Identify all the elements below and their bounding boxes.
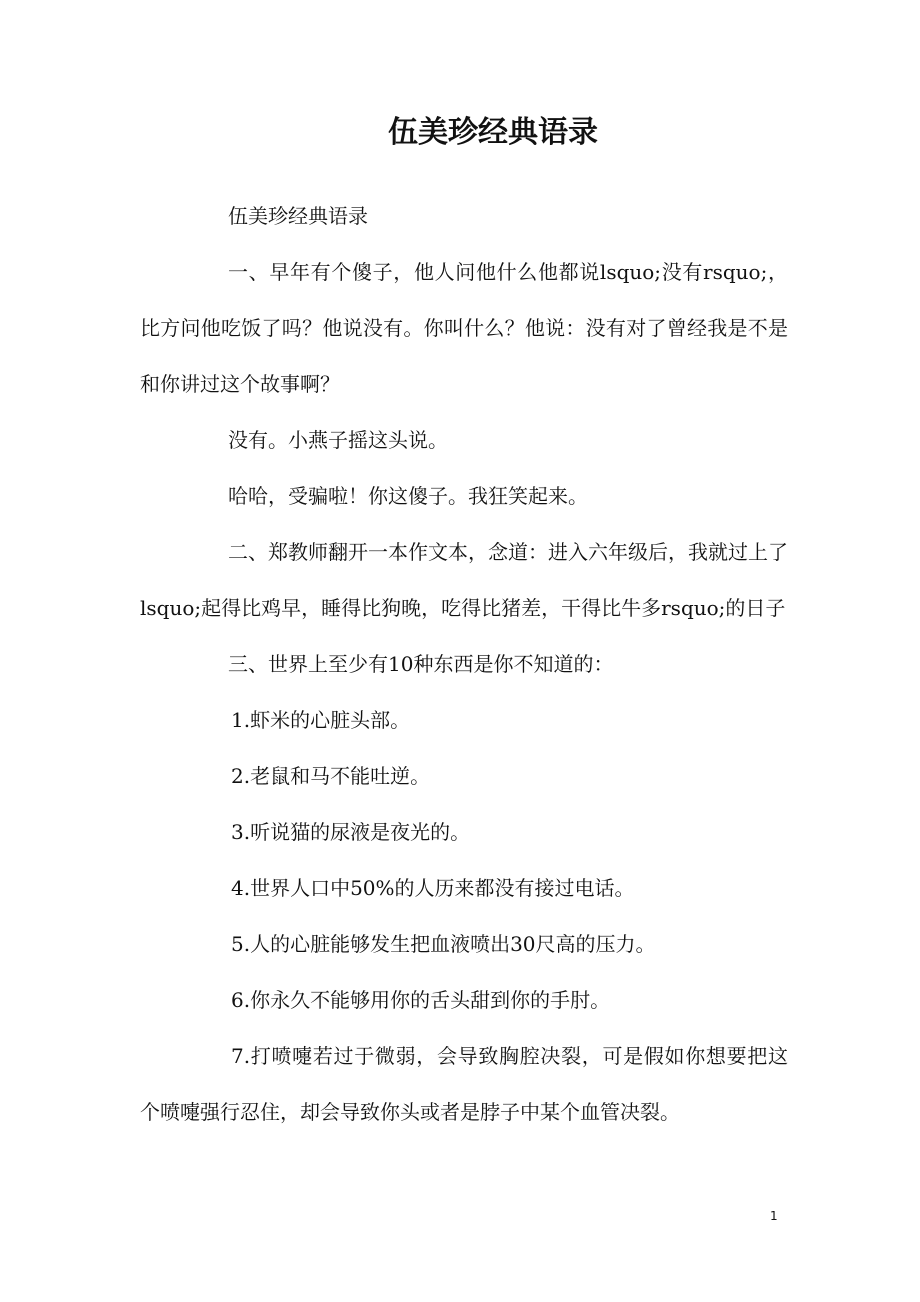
paragraph-heading: 伍美珍经典语录	[228, 204, 368, 228]
paragraph-quote-3: 三、世界上至少有10种东西是你不知道的：	[228, 652, 614, 676]
list-item: 6.你永久不能够用你的舌头甜到你的手肘。	[231, 988, 611, 1012]
document-body	[140, 188, 788, 1140]
list-item: 2.老鼠和马不能吐逆。	[231, 764, 431, 788]
list-item: 4.世界人口中50%的人历来都没有接过电话。	[231, 876, 635, 900]
list-item: 1.虾米的心脏头部。	[231, 708, 411, 732]
page-number: 1	[770, 1209, 778, 1223]
page-title: 伍美珍经典语录	[388, 115, 598, 150]
list-item: 7.打喷嚏若过于微弱，会导致胸腔决裂，可是假如你想要把这个喷嚏强行忍住，却会导致你头或者是脖子中某个血管决裂。	[140, 1044, 788, 1124]
paragraph-quote-2: 二、郑教师翻开一本作文本，念道：进入六年级后，我就过上了lsquo;起得比鸡早，睡得比狗晚，吃得比猪差，干得比牛多rsquo;的日子	[140, 540, 788, 620]
paragraph-laugh: 哈哈，受骗啦！你这傻子。我狂笑起来。	[228, 484, 588, 508]
list-item: 3.听说猫的尿液是夜光的。	[231, 820, 471, 844]
paragraph-quote-1: 一、早年有个傻子，他人问他什么他都说lsquo;没有rsquo;，比方问他吃饭了吗？他说没有。你叫什么？他说：没有对了曾经我是不是和你讲过这个故事啊？	[140, 260, 788, 396]
paragraph-reply: 没有。小燕子摇这头说。	[228, 428, 448, 452]
list-item: 5.人的心脏能够发生把血液喷出30尺高的压力。	[231, 932, 656, 956]
